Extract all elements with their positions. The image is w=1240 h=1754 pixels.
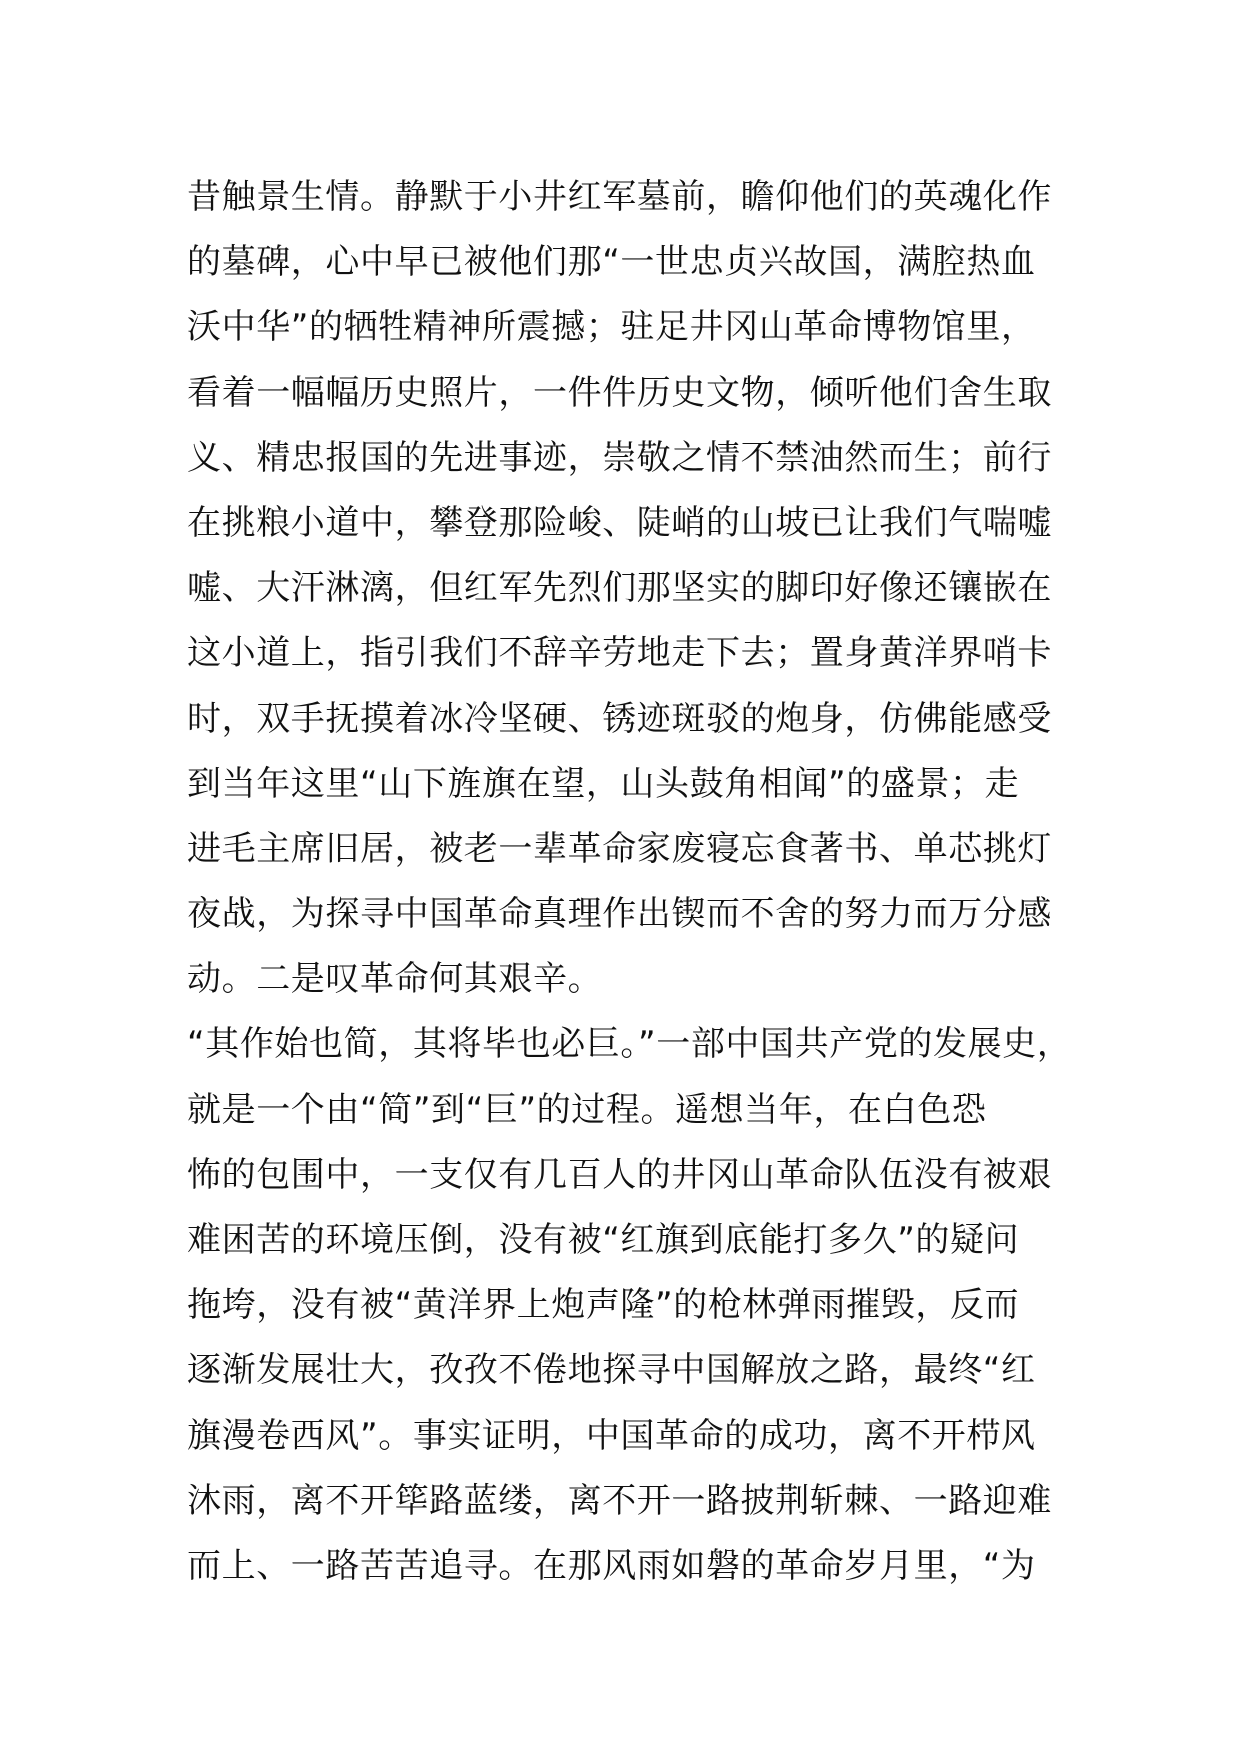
text-line: 在挑粮小道中，攀登那险峻、陡峭的山坡已让我们气喘嘘 bbox=[187, 502, 1052, 543]
text-line: 进毛主席旧居，被老一辈革命家废寝忘食著书、单芯挑灯 bbox=[187, 828, 1052, 869]
text-line: 就是一个由“简”到“巨”的过程。遥想当年，在白色恐 bbox=[187, 1089, 987, 1130]
text-line: 到当年这里“山下旌旗在望，山头鼓角相闻”的盛景；走 bbox=[187, 763, 1020, 804]
text-line: 这小道上，指引我们不辞辛劳地走下去；置身黄洋界哨卡 bbox=[187, 633, 1052, 674]
text-line: 嘘、大汗淋漓，但红军先烈们那坚实的脚印好像还镶嵌在 bbox=[187, 568, 1052, 609]
text-line: 的墓碑，心中早已被他们那“一世忠贞兴故国，满腔热血 bbox=[187, 242, 1036, 283]
text-line: 义、精忠报国的先进事迹，崇敬之情不禁油然而生；前行 bbox=[187, 437, 1052, 478]
text-line: 逐渐发展壮大，孜孜不倦地探寻中国解放之路，最终“红 bbox=[187, 1350, 1036, 1391]
text-line: 看着一幅幅历史照片，一件件历史文物，倾听他们舍生取 bbox=[187, 372, 1052, 413]
text-line: 夜战，为探寻中国革命真理作出锲而不舍的努力而万分感 bbox=[187, 894, 1052, 935]
text-line: 动。二是叹革命何其艰辛。 bbox=[187, 959, 603, 1000]
text-line: 沐雨，离不开筚路蓝缕，离不开一路披荆斩棘、一路迎难 bbox=[187, 1480, 1052, 1521]
text-line: “其作始也简，其将毕也必巨。”一部中国共产党的发展史， bbox=[187, 1024, 1072, 1065]
text-line: 昔触景生情。静默于小井红军墓前，瞻仰他们的英魂化作 bbox=[187, 177, 1052, 217]
text-line: 怖的包围中，一支仅有几百人的井冈山革命队伍没有被艰 bbox=[187, 1154, 1052, 1195]
body-text bbox=[187, 165, 1087, 1599]
text-line: 时，双手抚摸着冰冷坚硬、锈迹斑驳的炮身，仿佛能感受 bbox=[187, 698, 1052, 739]
text-line: 难困苦的环境压倒，没有被“红旗到底能打多久”的疑问 bbox=[187, 1220, 1020, 1260]
text-line: 旗漫卷西风”。事实证明，中国革命的成功，离不开栉风 bbox=[187, 1415, 1036, 1456]
text-line: 而上、一路苦苦追寻。在那风雨如磐的革命岁月里，“为 bbox=[187, 1545, 1036, 1586]
text-line: 拖垮，没有被“黄洋界上炮声隆”的枪林弹雨摧毁，反而 bbox=[187, 1285, 1020, 1326]
text-line: 沃中华”的牺牲精神所震撼；驻足井冈山革命博物馆里， bbox=[187, 307, 1036, 348]
